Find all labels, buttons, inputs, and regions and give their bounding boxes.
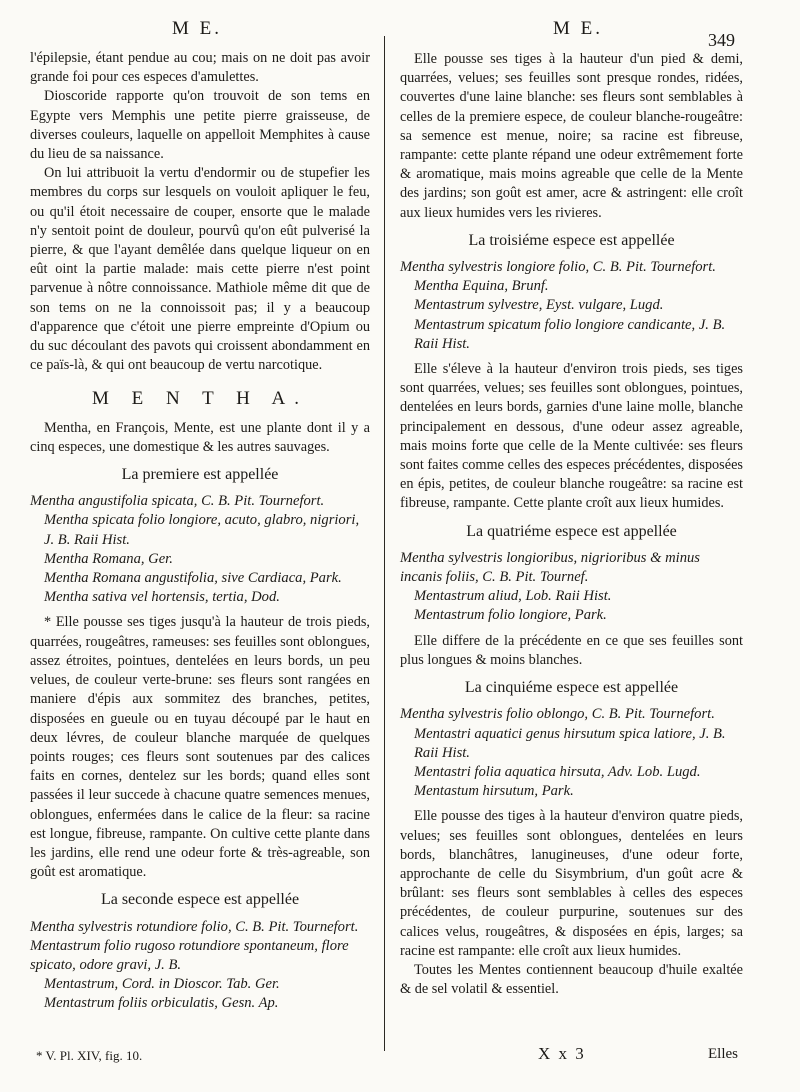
footnote: * V. Pl. XIV, fig. 10. [36,1048,143,1063]
synonym: Mentha sylvestris longiore folio, C. B. Pit. Tournefort. [400,259,716,276]
header-right: M E. [553,18,603,39]
section-title: M E N T H A. [91,388,309,410]
intro-paragraph: On lui attribuoit la vertu d'endormir ou de stupefier les membres du corps sur lesquels on vouloit apliquer le feu, ou qu'il étoit necessaire de couper, ensorte que le malade n'y sentoit point de douleur, pourvû qu'on eût pulverisé la pierre, & que l'ayant demêlée dans quelque liqueur on en eût oint la partie malade: mais cette pierre n'est point parvenue à nôtre connoissance. Mathiole même dit que de son tems on ne la connoissoit pas; il y a beaucoup d'apparence que c'étoit une pierre empreinte d'Opium ou du suc découlant des pavots qui croissent abondamment en ce païs-là, & qui ont beaucoup de vertu narcotique. [30,165,370,374]
species-heading: La troisiéme espece est appellée [468,231,675,249]
mentha-intro: Mentha, en François, Mente, est une plante dont il y a cinq especes, une domestique & les autres sauvages. [30,419,370,455]
synonym: Mentastri folia aquatica hirsuta, Adv. Lob. Lugd. [414,763,701,780]
species-description: Elle pousse des tiges à la hauteur d'environ quatre pieds, velues; ses feuilles sont oblongues, dentelées en leurs bords, blanchâtres, lanugineuses, d'une odeur forte, approchante de celle du Sisymbrium, d'un goût acre & brûlant: ses fleurs sont semblables à celles des especes précédentes, de couleur purpurine, soutenues sur des calices velus, rougeâtres, & disposées en épis, larges; sa racine est rampante: elle croît aux lieux humides. [400,808,743,959]
species-heading: La cinquiéme espece est appellée [464,679,679,697]
page-number: 349 [708,30,735,50]
page-footer [0,1046,800,1076]
synonym: Mentha spicata folio longiore, acuto, glabro, nigriori, J. B. Raii Hist. [44,512,360,548]
intro-paragraph: l'épilepsie, étant pendue au cou; mais on ne doit pas avoir grande foi pour ces especes d'amulettes. [30,50,370,86]
synonym: Mentha angustifolia spicata, C. B. Pit. Tournefort. [30,493,325,510]
synonym: Mentha Equina, Brunf. [414,278,549,295]
synonym: Mentha sylvestris folio oblongo, C. B. Pit. Tournefort. [400,706,715,723]
species-description: Elle s'éleve à la hauteur d'environ trois pieds, ses tiges sont quarrées, velues; ses feuilles sont oblongues, pointues, dentelées en leurs bords, garnies d'une laine molle, blanche principalement en dessous, d'une odeur assez agreable, mais moins forte que celle de la Mente cultivée: ses fleurs sont faites comme celles des especes précédentes, disposées en épis, petites, de couleur blanche rougeâtre: sa racine est fibreuse, rampante. Cette plante croît aux lieux humides. [400,361,743,512]
column-divider [384,36,385,1051]
closing-paragraph: Toutes les Mentes contiennent beaucoup d'huile exaltée & de sel volatil & essentiel. [400,961,743,998]
synonym: Mentha Romana, Ger. [44,550,173,567]
species-description: Elle differe de la précédente en ce que ses feuilles sont plus longues & moins blanches. [400,632,743,668]
catchword: Elles [708,1046,738,1062]
synonym: Mentastrum aliud, Lob. Raii Hist. [414,588,612,605]
synonym: Mentastri aquatici genus hirsutum spica latiore, J. B. Raii Hist. [414,725,726,761]
synonym: Mentastrum folio rugoso rotundiore spontaneum, flore spicato, odore gravi, J. B. [30,937,349,973]
intro-paragraph: Dioscoride rapporte qu'on trouvoit de son tems en Egypte vers Memphis une petite pierre graisseuse, de diverses couleurs, laquelle on appelloit Memphites à cause du lieu de sa naissance. [30,88,370,163]
signature-mark: X x 3 [538,1044,586,1063]
synonym: Mentha sativa vel hortensis, tertia, Dod. [44,589,280,606]
synonym: Mentha Romana angustifolia, sive Cardiaca, Park. [44,570,342,587]
species-heading: La seconde espece est appellée [100,891,300,909]
synonym: Mentastrum spicatum folio longiore candicante, J. B. Raii Hist. [414,316,726,352]
species-heading: La quatriéme espece est appellée [466,522,677,540]
right-column [400,50,743,999]
species-heading: La premiere est appellée [121,466,279,484]
synonym: Mentastrum foliis orbiculatis, Gesn. Ap. [44,995,279,1012]
species-description: Elle pousse ses tiges à la hauteur d'un pied & demi, quarrées, velues; ses feuilles sont presque rondes, ridées, couvertes d'une laine blanche: ses fleurs sont semblables à celles de la premiere espece, de couleur blanche-rougeâtre: sa semence est menue, noire; sa racine est fibreuse, rampante: cette plante répand une odeur extrêmement forte & aromatique, mais moins agreable que celle de la Mente des jardins; son goût est amer, acre & astringent: elle croît aux lieux humides vers les rivieres. [400,51,743,221]
synonym: Mentastum hirsutum, Park. [414,783,574,800]
synonym: Mentastrum sylvestre, Eyst. vulgare, Lugd. [414,297,664,314]
running-header [0,0,800,50]
species-description: * Elle pousse ses tiges jusqu'à la hauteur de trois pieds, quarrées, rougeâtres, rameuses: ses feuilles sont oblongues, assez étroites, pointues, dentelées en leurs bords, un peu velues, de couleur verte-brune: ses fleurs sont rangées en maniere d'épis aux sommitez des branches, petites, disposées en gueule ou en tuyau découpé par le haut en deux lévres, de couleur blanche marquée de quelques points rouges; ces fleurs sont soutenues par des calices faits en cornes, dentelez sur les bords; quand elles sont passées il leur succede à chacune quatre semences menues, oblongues, enfermées dans le calice de la fleur: sa racine est longue, fibreuse, rampante. On cultive cette plante dans les jardins, elle rend une odeur forte & très-agreable, son goût est aromatique. [30,614,370,881]
synonym: Mentha sylvestris longioribus, nigrioribus & minus incanis foliis, C. B. Pit. Tournef. [400,549,700,586]
header-left: M E. [172,18,222,39]
synonym: Mentastrum folio longiore, Park. [414,607,607,624]
synonym: Mentha sylvestris rotundiore folio, C. B. Pit. Tournefort. [30,918,359,935]
left-column [30,49,370,1014]
synonym: Mentastrum, Cord. in Dioscor. Tab. Ger. [44,976,280,993]
